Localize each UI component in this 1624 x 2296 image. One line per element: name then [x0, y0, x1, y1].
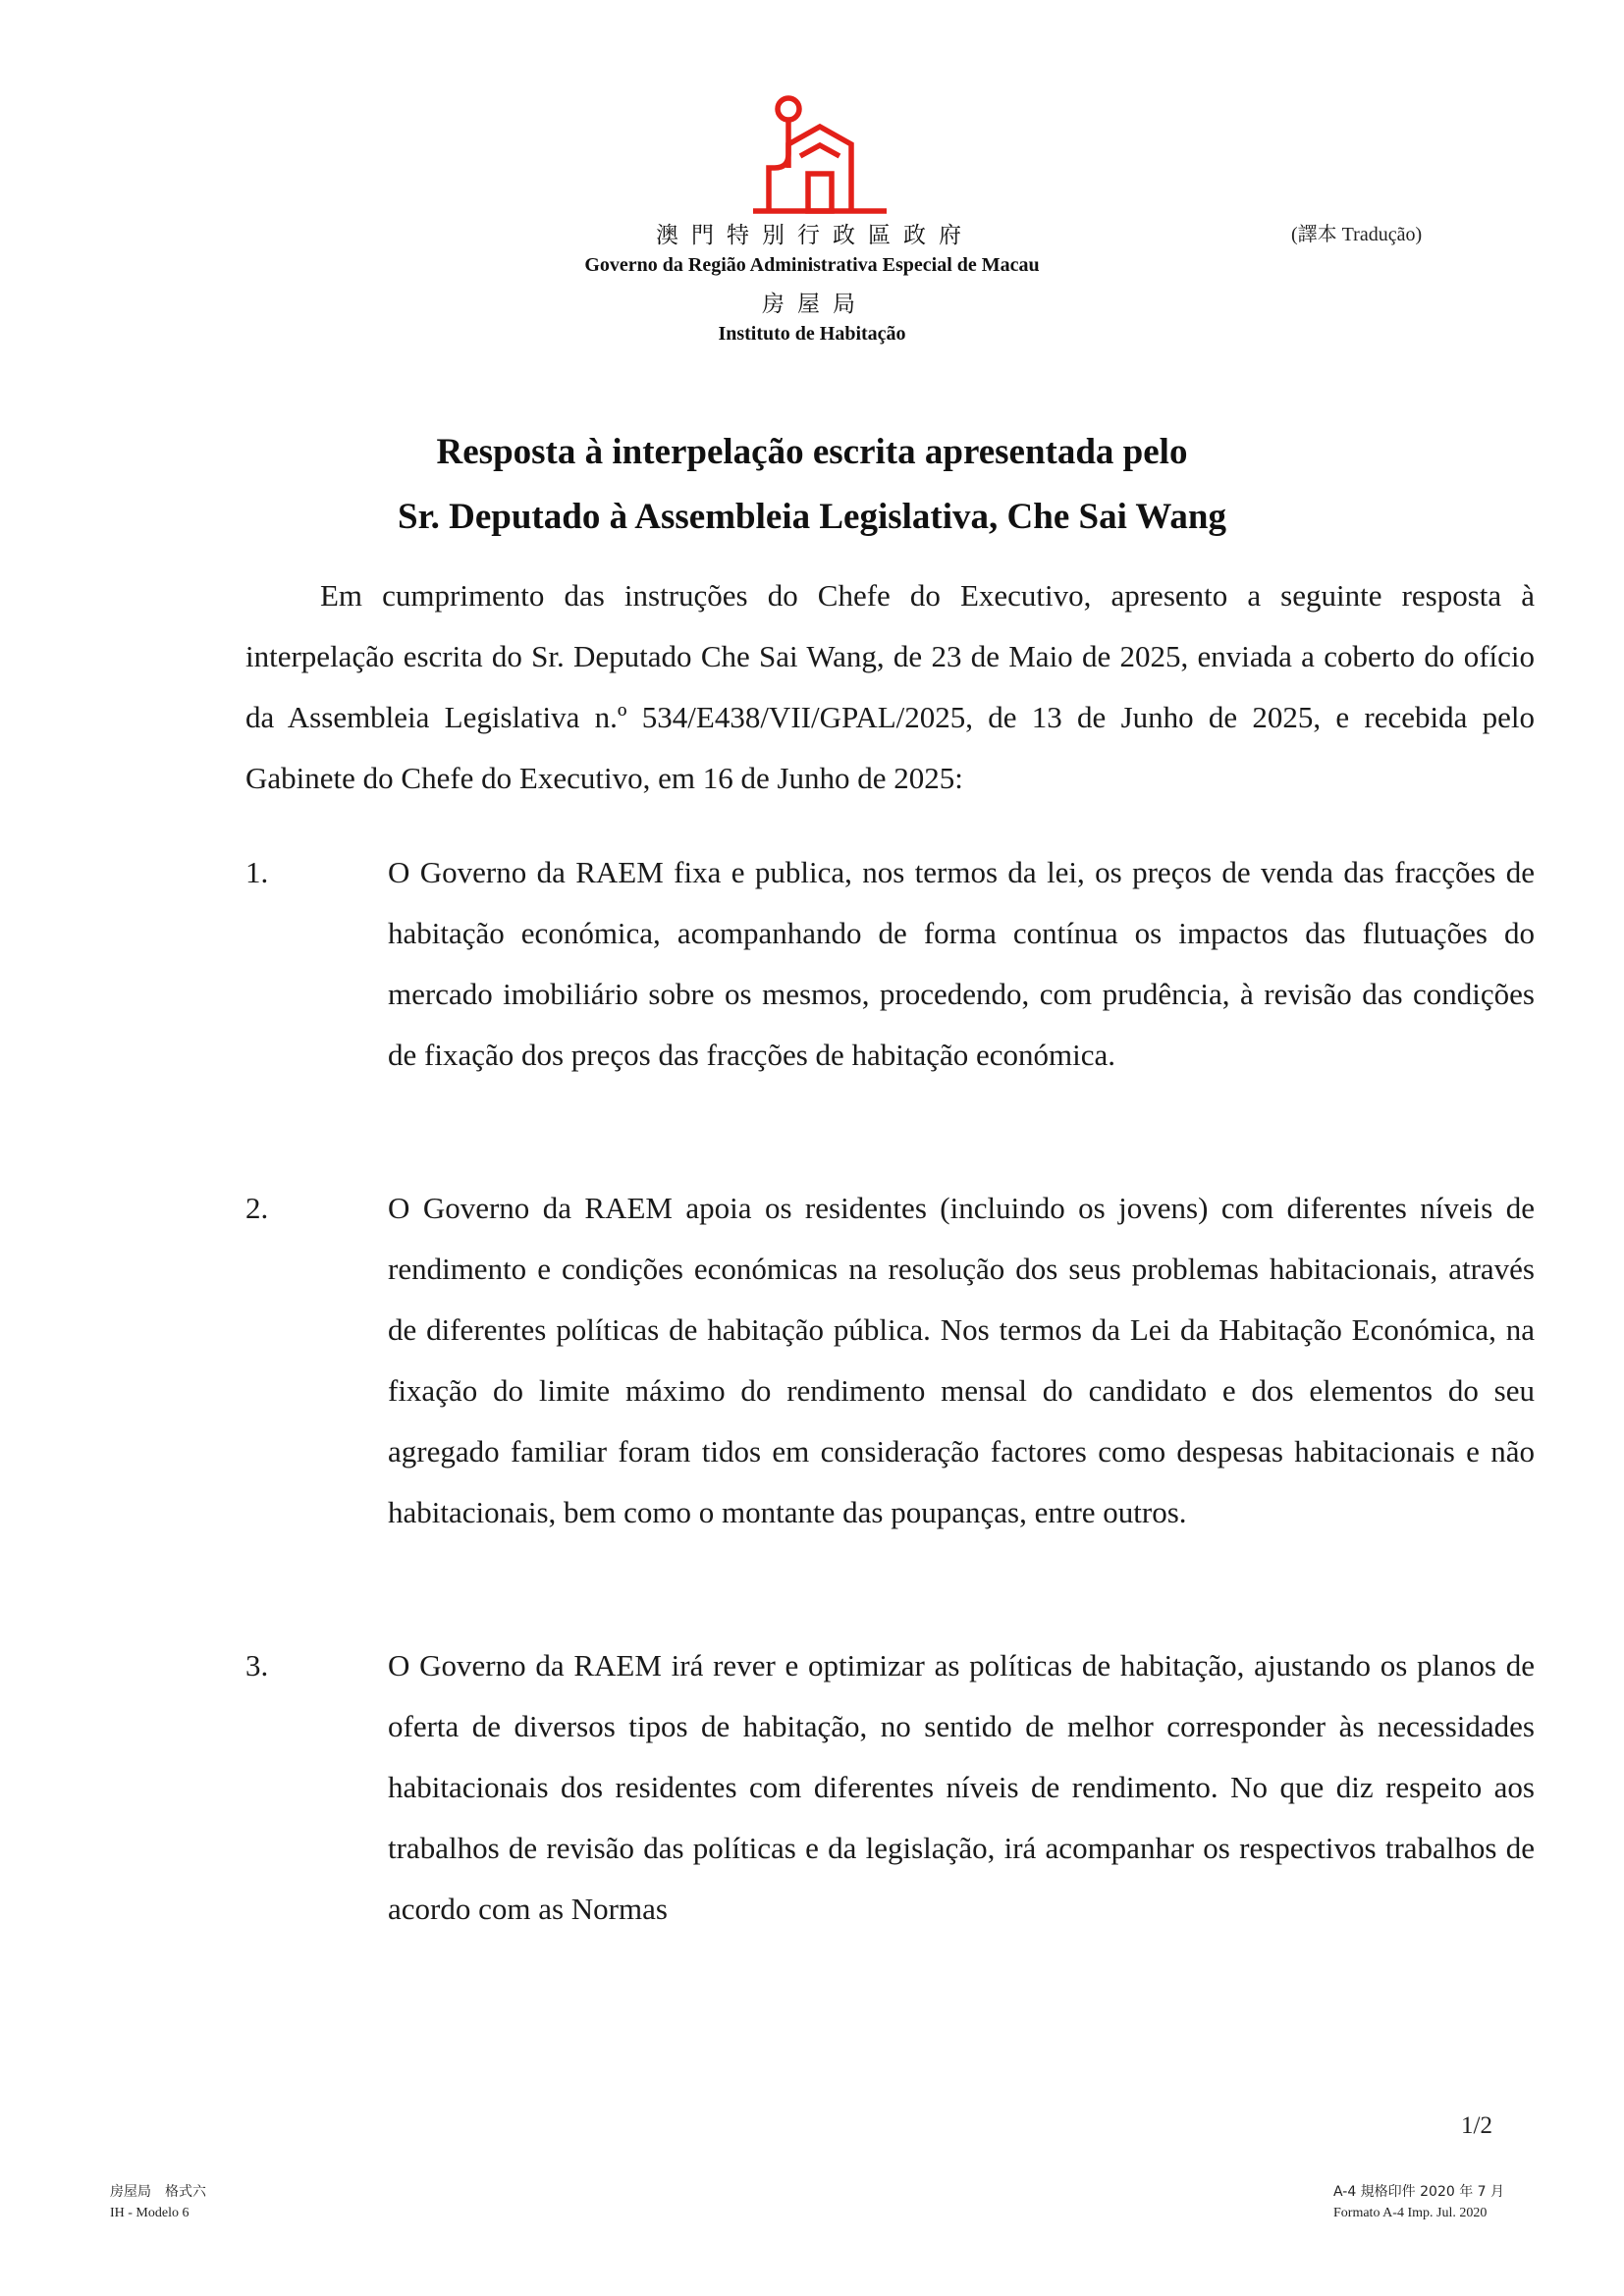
- item-text: O Governo da RAEM irá rever e optimizar as políticas de habitação, ajustando os planos de oferta de diversos tipos de habitação, no sentido de melhor corresponder às necessidades habitacionais dos residentes com diferentes níveis de rendimento. No que diz respeito aos trabalhos de revisão das políticas e da legislação, irá acompanhar os respectivos trabalhos de acordo com as Normas: [388, 1648, 1535, 1926]
- institute-name-cn: 房屋局: [762, 292, 868, 317]
- translation-note: (譯本 Tradução): [1291, 224, 1423, 245]
- footer-form-code: [110, 2181, 206, 2224]
- document-title: [0, 420, 1624, 550]
- item-number: 1.: [245, 855, 269, 889]
- list-item: [245, 1635, 1535, 1940]
- footer-print-format-pt: Formato A-4 Imp. Jul. 2020: [1333, 2206, 1488, 2220]
- item-text: O Governo da RAEM fixa e publica, nos termos da lei, os preços de venda das fracções de habitação económica, acompanhando de forma contínua os impactos das flutuações do mercado imobiliário sobre os mesmos, procedendo, com prudência, à revisão das condições de fixação dos preços das fracções de habitação económica.: [388, 855, 1535, 1072]
- footer-print-format: [1333, 2181, 1504, 2224]
- item-number: 2.: [245, 1191, 269, 1225]
- title-line-2: Sr. Deputado à Assembleia Legislativa, Che Sai Wang: [398, 497, 1226, 537]
- page-number: 1/2: [1461, 2112, 1492, 2139]
- government-name-pt: Governo da Região Administrativa Especial de Macau: [584, 254, 1040, 276]
- list-item: [245, 1178, 1535, 1543]
- institute-name-pt: Instituto de Habitação: [718, 323, 906, 345]
- intro-paragraph: Em cumprimento das instruções do Chefe do Executivo, apresento a seguinte resposta à interpelação escrita do Sr. Deputado Che Sai Wang, de 23 de Maio de 2025, enviada a coberto do ofício da Assembleia Legislativa n.º 534/E438/VII/GPAL/2025, de 13 de Junho de 2025, e recebida pelo Gabinete do Chefe do Executivo, em 16 de Junho de 2025:: [245, 578, 1535, 795]
- footer-form-code-pt: IH - Modelo 6: [110, 2206, 189, 2220]
- government-name-cn: 澳門特別行政區政府: [656, 223, 974, 248]
- housing-bureau-logo: [751, 93, 889, 216]
- footer-form-code-cn: 房屋局 格式六: [110, 2184, 206, 2200]
- item-number: 3.: [245, 1648, 269, 1682]
- footer-print-format-cn: A-4 規格印件 2020 年 7 月: [1333, 2184, 1505, 2200]
- item-text: O Governo da RAEM apoia os residentes (incluindo os jovens) com diferentes níveis de rendimento e condições económicas na resolução dos seus problemas habitacionais, através de diferentes políticas de habitação pública. Nos termos da Lei da Habitação Económica, na fixação do limite máximo do rendimento mensal do candidato e dos elementos do seu agregado familiar foram tidos em consideração factores como despesas habitacionais e não habitacionais, bem como o montante das poupanças, entre outros.: [388, 1191, 1535, 1529]
- title-line-1: Resposta à interpelação escrita apresentada pelo: [436, 432, 1188, 472]
- list-item: [245, 842, 1535, 1086]
